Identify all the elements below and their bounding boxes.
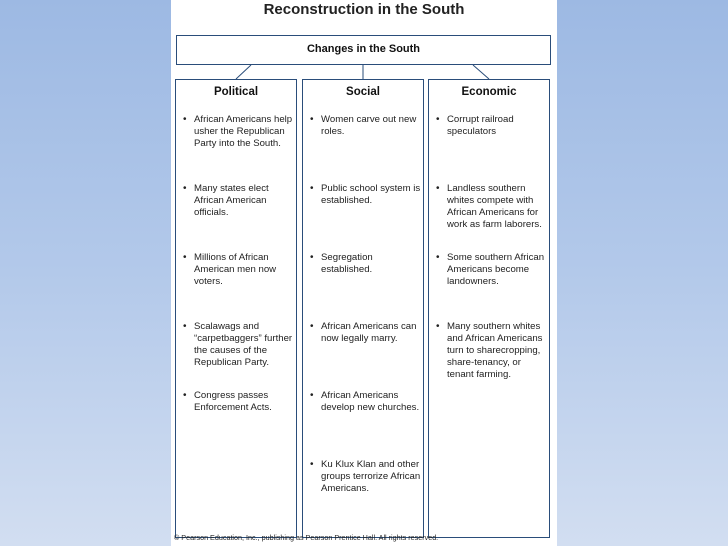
list-item: • Millions of African American men now voters. [181,252,294,288]
column-heading-economic: Economic [461,86,517,98]
changes-box [176,35,551,65]
list-item: • Congress passes Enforcement Acts. [181,390,294,414]
column-economic [428,79,550,538]
list-item: • Ku Klux Klan and other groups terrorize African Americans. [308,459,421,495]
connector-political [236,65,251,79]
list-item: • Many states elect African American officials. [181,183,294,219]
list-item: • African Americans help usher the Republican Party into the South. [181,114,294,150]
list-item: • Some southern African Americans become landowners. [434,252,547,288]
list-item: • Segregation established. [308,252,421,276]
list-item: • African Americans can now legally marry. [308,321,421,345]
column-political [175,79,297,538]
list-item: • Many southern whites and African Americans turn to sharecropping, share-tenancy, or tenant farming. [434,321,547,381]
list-item: • African Americans develop new churches. [308,390,421,414]
column-heading-social: Social [346,86,380,98]
diagram-sheet [171,0,557,546]
list-item: • Scalawags and “carpetbaggers” further the causes of the Republican Party. [181,321,294,369]
copyright-footer: © Pearson Education, Inc., publishing as Pearson Prentice Hall. All rights reserved. [174,533,439,542]
list-item: • Public school system is established. [308,183,421,207]
list-item: • Corrupt railroad speculators [434,114,547,138]
list-item: • Women carve out new roles. [308,114,421,138]
changes-box-label: Changes in the South [306,43,421,55]
list-item: • Landless southern whites compete with African Americans for work as farm laborers. [434,183,547,231]
column-heading-political: Political [213,86,259,98]
diagram-title: Reconstruction in the South [263,1,465,18]
connector-economic [473,65,489,79]
column-social [302,79,424,538]
